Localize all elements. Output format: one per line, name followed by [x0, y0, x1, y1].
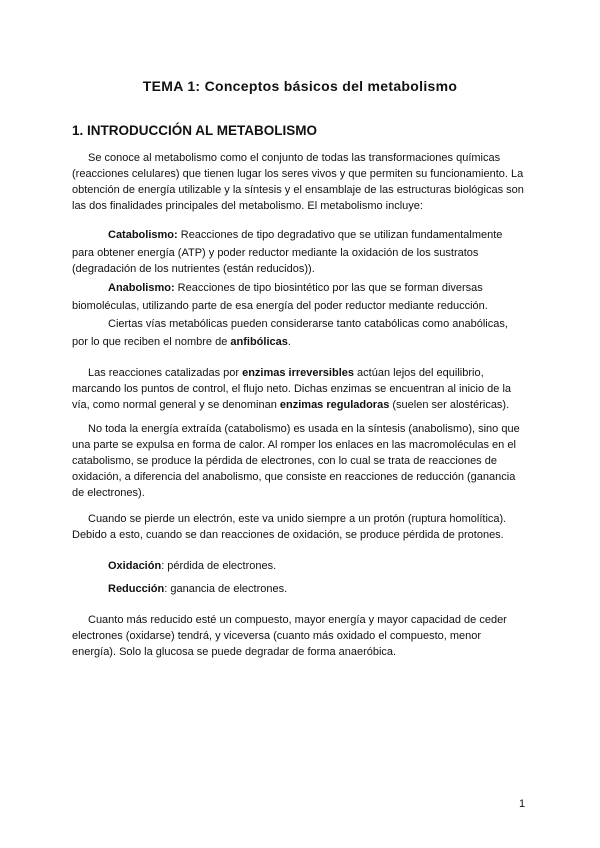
- paragraph-energia: No toda la energía extraída (catabolismo) es usada en la síntesis (anabolismo), sino que una parte se expulsa en forma de calor. Al romper los enlaces en las macromoléculas en el catabolismo, se produce la pérdida de electrones, con lo cual se trata de reacciones de oxidación, a diferencia del anabolismo, que consiste en reacciones de reducción (ganancia de electrones).: [72, 423, 520, 499]
- list-item-catabolismo: Catabolismo: Reacciones de tipo degradativo que se utilizan fundamentalmente: [108, 229, 503, 241]
- list-item-oxidacion: Oxidación: pérdida de electrones.: [108, 560, 277, 572]
- paragraph-enzimas: Las reacciones catalizadas por enzimas irreversibles actúan lejos del equilibrio, marcando los puntos de control, el flujo neto. Dichas enzimas se encuentran al inicio de la vía, como normal general y se denominan enzimas reguladoras (suelen ser alostéricas).: [72, 367, 512, 411]
- list-item-anabolismo: Anabolismo: Reacciones de tipo biosintético por las que se forman diversas: [108, 282, 483, 294]
- paragraph-intro: Se conoce al metabolismo como el conjunto de todas las transformaciones químicas (reacciones celulares) que tienen lugar los seres vivos y que permiten su funcionamiento. La obtención de energía utilizable y la síntesis y el ensamblaje de las estructuras biológicas son las dos finalidades principales del metabolismo. El metabolismo incluye:: [72, 152, 524, 212]
- section-heading: 1. INTRODUCCIÓN AL METABOLISMO: [72, 123, 317, 138]
- list-item-reduccion: Reducción: ganancia de electrones.: [108, 583, 288, 595]
- list-item-catabolismo-cont: para obtener energía (ATP) y poder reductor mediante la oxidación de los sustratos (degradación de los nutrientes (están reducidos)).: [72, 247, 479, 275]
- paragraph-electron: Cuando se pierde un electrón, este va unido siempre a un protón (ruptura homolítica). Debido a esto, cuando se dan reacciones de oxidación, se produce pérdida de protones.: [72, 513, 507, 541]
- document-title: TEMA 1: Conceptos básicos del metabolismo: [142, 78, 458, 94]
- page-number: 1: [519, 798, 526, 810]
- list-item-anfibolicas-cont: por lo que reciben el nombre de anfibólicas.: [72, 336, 291, 348]
- paragraph-reducido: Cuanto más reducido esté un compuesto, mayor energía y mayor capacidad de ceder electrones (oxidarse) tendrá, y viceversa (cuanto más oxidado el compuesto, menor energía). Solo la glucosa se puede degradar de forma anaeróbica.: [72, 614, 507, 658]
- list-item-anabolismo-cont: biomoléculas, utilizando parte de esa energía del poder reductor mediante reducción.: [72, 300, 488, 312]
- list-item-anfibolicas: Ciertas vías metabólicas pueden considerarse tanto catabólicas como anabólicas,: [108, 318, 508, 330]
